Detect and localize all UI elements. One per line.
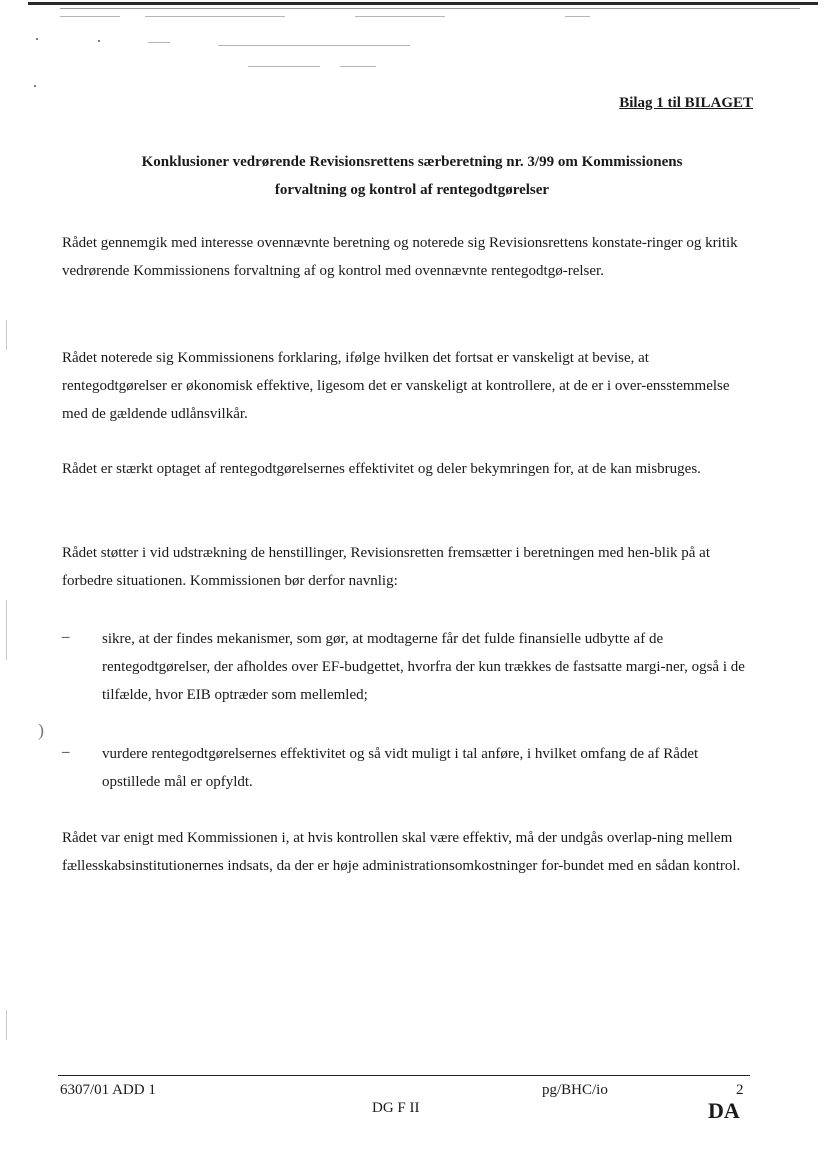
- bullet-marker: –: [62, 744, 70, 760]
- bullet-item-1: sikre, at der findes mekanismer, som gør, at modtagerne får det fulde finansielle udbytte af de rentegodtgørelser, der afholdes over EF-budgettet, hvorfra der kun trækkes de fastsatte margi-ner, også i de tilfælde, hvor EIB optræder som mellemled;: [102, 631, 745, 703]
- scan-noise-line: [340, 66, 376, 67]
- footer-language: DA: [708, 1098, 740, 1123]
- title-line-1: Konklusioner vedrørende Revisionsrettens særberetning nr. 3/99 om Kommissionens: [141, 154, 683, 170]
- scan-speck: [36, 38, 38, 40]
- paragraph-closing: Rådet var enigt med Kommissionen i, at hvis kontrollen skal være effektiv, må der undgås overlap-ning mellem fællesskabsinstitutionernes indsats, da der er høje administrationsomkostninger for-bundet med en sådan kontrol.: [62, 830, 741, 874]
- footer-initials: pg/BHC/io: [542, 1082, 608, 1098]
- scan-top-line: [60, 8, 800, 9]
- scan-noise-line: [148, 42, 170, 43]
- scan-top-bar: [28, 2, 818, 5]
- document-title: [62, 148, 762, 204]
- paragraph-3: Rådet er stærkt optaget af rentegodtgørelsernes effektivitet og deler bekymringen for, at de kan misbruges.: [62, 461, 701, 477]
- scan-speck: [98, 40, 100, 42]
- scan-margin-mark: [6, 600, 7, 660]
- paragraph-1: Rådet gennemgik med interesse ovennævnte beretning og noterede sig Revisionsrettens konstate-ringer og kritik vedrørende Kommissionens forvaltning af og kontrol med ovennævnte rentegodtgø-relser.: [62, 235, 738, 279]
- scan-noise-line: [145, 16, 285, 17]
- scan-speck: [34, 85, 36, 87]
- scan-paren-mark: ): [38, 720, 44, 740]
- scan-noise-line: [60, 16, 120, 17]
- bullet-item-2: vurdere rentegodtgørelsernes effektivitet og så vidt muligt i tal anføre, i hvilket omfang de af Rådet opstillede mål er opfyldt.: [102, 746, 699, 790]
- scan-margin-mark: [6, 320, 7, 350]
- title-line-2: forvaltning og kontrol af rentegodtgørelser: [274, 182, 550, 198]
- scan-noise-line: [248, 66, 320, 67]
- footer-rule: [58, 1075, 750, 1076]
- annex-label: Bilag 1 til BILAGET: [619, 95, 753, 111]
- scan-noise-line: [218, 45, 410, 46]
- paragraph-4: Rådet støtter i vid udstrækning de henstillinger, Revisionsretten fremsætter i beretningen med hen-blik på at forbedre situationen. Kommissionen bør derfor navnlig:: [62, 545, 711, 589]
- scan-noise-line: [355, 16, 445, 17]
- scan-noise-line: [565, 16, 590, 17]
- footer-page-number: 2: [736, 1082, 744, 1098]
- paragraph-2: Rådet noterede sig Kommissionens forklaring, ifølge hvilken det fortsat er vanskeligt at bevise, at rentegodtgørelser er økonomisk effektive, ligesom det er vanskeligt at kontrollere, at de er i over-ensstemmelse med de gældende udlånsvilkår.: [62, 350, 730, 422]
- footer-doc-ref: 6307/01 ADD 1: [60, 1082, 156, 1098]
- bullet-marker: –: [62, 629, 70, 645]
- footer-dg: DG F II: [372, 1100, 420, 1116]
- scan-margin-mark: [6, 1010, 7, 1040]
